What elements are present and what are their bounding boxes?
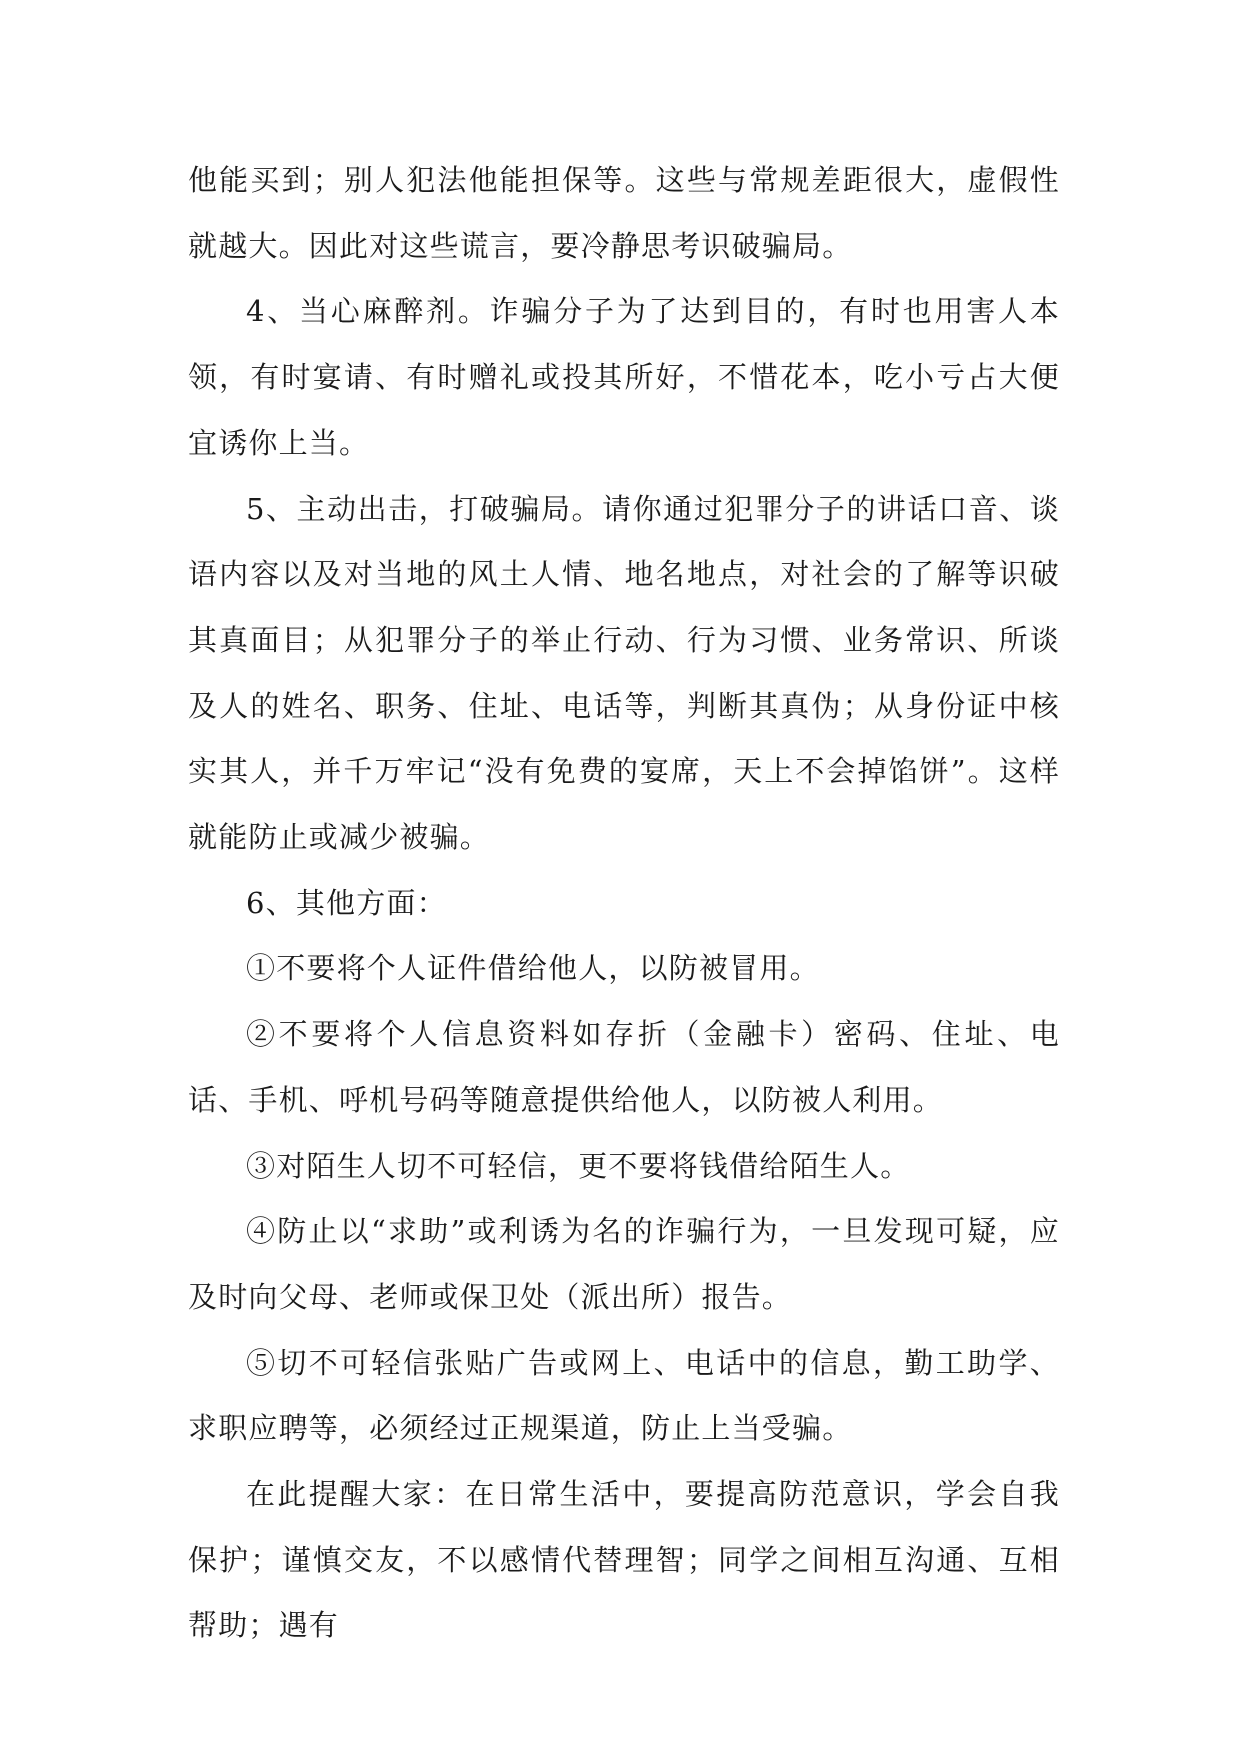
paragraph-subitem-5: ⑤切不可轻信张贴广告或网上、电话中的信息，勤工助学、求职应聘等，必须经过正规渠道，防止上当受骗。 — [188, 1345, 1060, 1446]
document-body — [188, 148, 1060, 1659]
paragraph-subitem-1: ①不要将个人证件借给他人，以防被冒用。 — [246, 951, 820, 986]
paragraph-continuation: 他能买到；别人犯法他能担保等。这些与常规差距很大，虚假性就越大。因此对这些谎言，要冷静思考识破骗局。 — [188, 163, 1060, 263]
paragraph-item-4: 4、当心麻醉剂。诈骗分子为了达到目的，有时也用害人本领，有时宴请、有时赠礼或投其所好，不惜花本，吃小亏占大便宜诱你上当。 — [188, 294, 1060, 460]
paragraph-item-5: 5、主动出击，打破骗局。请你通过犯罪分子的讲话口音、谈语内容以及对当地的风土人情、地名地点，对社会的了解等识破其真面目；从犯罪分子的举止行动、行为习惯、业务常识、所谈及人的姓名、职务、住址、电话等，判断其真伪；从身份证中核实其人，并千万牢记“没有免费的宴席，天上不会掉馅饼”。这样就能防止或减少被骗。 — [188, 491, 1060, 855]
paragraph-subitem-3: ③对陌生人切不可轻信，更不要将钱借给陌生人。 — [246, 1148, 911, 1183]
paragraph-reminder: 在此提醒大家：在日常生活中，要提高防范意识，学会自我保护；谨慎交友，不以感情代替理智；同学之间相互沟通、互相帮助；遇有 — [188, 1477, 1060, 1643]
paragraph-subitem-4: ④防止以“求助”或利诱为名的诈骗行为，一旦发现可疑，应及时向父母、老师或保卫处（派出所）报告。 — [188, 1214, 1060, 1314]
paragraph-subitem-2: ②不要将个人信息资料如存折（金融卡）密码、住址、电话、手机、呼机号码等随意提供给他人，以防被人利用。 — [188, 1017, 1060, 1117]
paragraph-item-6-heading: 6、其他方面： — [246, 885, 447, 920]
